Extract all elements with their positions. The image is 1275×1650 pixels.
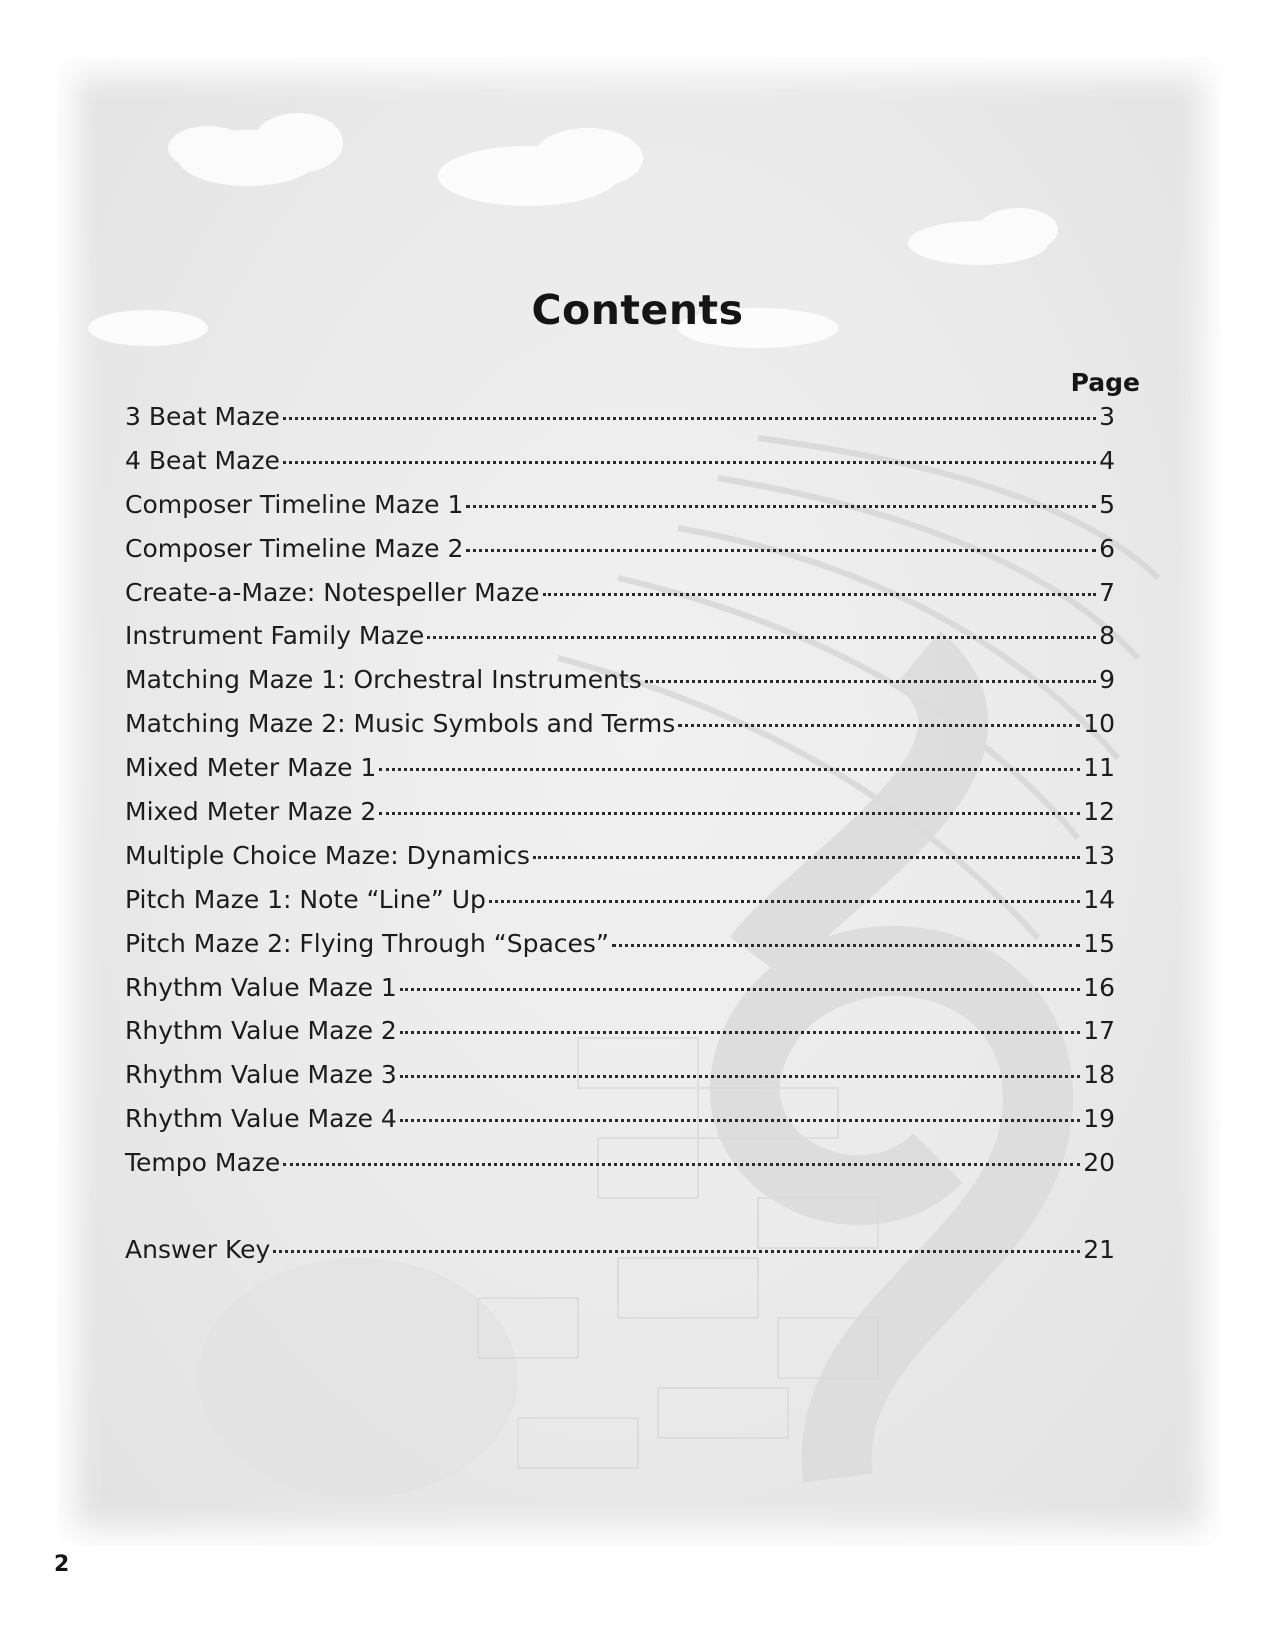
toc-entry-label: Matching Maze 2: Music Symbols and Terms bbox=[125, 709, 676, 739]
toc-entry-page: 10 bbox=[1083, 709, 1115, 739]
toc-entry[interactable] bbox=[125, 753, 1115, 797]
dot-leader bbox=[466, 505, 1096, 508]
toc-entry-page: 8 bbox=[1099, 621, 1115, 651]
toc-entry-page: 5 bbox=[1099, 489, 1115, 519]
toc-entry-page: 14 bbox=[1083, 884, 1115, 914]
toc-entry[interactable] bbox=[125, 709, 1115, 753]
dot-leader bbox=[678, 724, 1080, 727]
toc-entry-label: Rhythm Value Maze 4 bbox=[125, 1104, 397, 1134]
toc-entry-label: Rhythm Value Maze 2 bbox=[125, 1016, 397, 1046]
toc-entry-label: Multiple Choice Maze: Dynamics bbox=[125, 840, 530, 870]
toc-entry[interactable] bbox=[125, 665, 1115, 709]
dot-leader bbox=[273, 1250, 1080, 1253]
dot-leader bbox=[379, 768, 1080, 771]
toc-entry[interactable] bbox=[125, 885, 1115, 929]
toc-entry-label: Pitch Maze 1: Note “Line” Up bbox=[125, 884, 486, 914]
dot-leader bbox=[400, 1075, 1080, 1078]
toc-entry[interactable] bbox=[125, 1016, 1115, 1060]
toc-entry-page: 3 bbox=[1099, 402, 1115, 431]
dot-leader bbox=[489, 900, 1080, 903]
toc-entry[interactable] bbox=[125, 973, 1115, 1017]
toc-entry-page: 19 bbox=[1083, 1104, 1115, 1134]
dot-leader bbox=[533, 856, 1080, 859]
dot-leader bbox=[645, 680, 1096, 683]
toc-entry[interactable] bbox=[125, 841, 1115, 885]
dot-leader bbox=[379, 812, 1080, 815]
toc-entry[interactable] bbox=[125, 797, 1115, 841]
page-number: 2 bbox=[54, 1552, 70, 1577]
toc-entry-page: 17 bbox=[1083, 1016, 1115, 1046]
dot-leader bbox=[283, 461, 1096, 464]
dot-leader bbox=[400, 988, 1080, 991]
toc-entry[interactable] bbox=[125, 490, 1115, 534]
toc-entry-answer-key[interactable] bbox=[125, 1235, 1115, 1279]
toc-entry[interactable] bbox=[125, 621, 1115, 665]
toc-entry[interactable] bbox=[125, 446, 1115, 490]
toc-entry[interactable] bbox=[125, 1104, 1115, 1148]
dot-leader bbox=[543, 593, 1097, 596]
dot-leader bbox=[400, 1119, 1080, 1122]
dot-leader bbox=[612, 944, 1080, 947]
toc-entry-label: Rhythm Value Maze 1 bbox=[125, 972, 397, 1002]
toc-entry-label: Composer Timeline Maze 2 bbox=[125, 533, 464, 563]
toc-entry-page: 20 bbox=[1083, 1148, 1115, 1178]
dot-leader bbox=[427, 636, 1096, 639]
toc-entry-label: 3 Beat Maze bbox=[125, 402, 280, 431]
toc-entry[interactable] bbox=[125, 402, 1115, 446]
toc-entry-page: 16 bbox=[1083, 972, 1115, 1002]
toc-entry-label: Create-a-Maze: Notespeller Maze bbox=[125, 577, 540, 607]
page-title: Contents bbox=[531, 286, 744, 334]
toc-entry[interactable] bbox=[125, 1060, 1115, 1104]
toc-entry-label: Mixed Meter Maze 1 bbox=[125, 753, 377, 783]
toc-entry-page: 9 bbox=[1099, 665, 1115, 695]
toc-entry[interactable] bbox=[125, 578, 1115, 622]
toc-entry-label: Tempo Maze bbox=[125, 1148, 281, 1178]
toc-entry-page: 18 bbox=[1083, 1060, 1115, 1090]
toc-entry-page: 12 bbox=[1083, 797, 1115, 827]
toc-entry-page: 15 bbox=[1083, 928, 1115, 958]
toc-entry[interactable] bbox=[125, 534, 1115, 578]
toc-entry-page: 13 bbox=[1083, 840, 1115, 870]
dot-leader bbox=[283, 1163, 1080, 1166]
toc-entry-page: 11 bbox=[1083, 753, 1115, 783]
dot-leader bbox=[400, 1031, 1080, 1034]
table-of-contents bbox=[125, 402, 1115, 1279]
toc-entry-label: Pitch Maze 2: Flying Through “Spaces” bbox=[125, 928, 609, 958]
toc-entry-label: Mixed Meter Maze 2 bbox=[125, 797, 377, 827]
page-column-header: Page bbox=[1070, 368, 1140, 397]
toc-entry-page: 4 bbox=[1099, 445, 1115, 475]
toc-entry[interactable] bbox=[125, 1148, 1115, 1192]
toc-entry-label: Composer Timeline Maze 1 bbox=[125, 489, 464, 519]
toc-entry-label: Matching Maze 1: Orchestral Instruments bbox=[125, 665, 642, 695]
toc-entry-label: 4 Beat Maze bbox=[125, 445, 280, 475]
toc-entry-page: 7 bbox=[1099, 577, 1115, 607]
toc-entry-label: Rhythm Value Maze 3 bbox=[125, 1060, 397, 1090]
dot-leader bbox=[283, 417, 1096, 420]
toc-entry[interactable] bbox=[125, 929, 1115, 973]
toc-entry-page: 21 bbox=[1083, 1235, 1115, 1265]
toc-entry-label: Instrument Family Maze bbox=[125, 621, 425, 651]
toc-entry-label: Answer Key bbox=[125, 1235, 271, 1265]
toc-entry-page: 6 bbox=[1099, 533, 1115, 563]
dot-leader bbox=[466, 549, 1096, 552]
